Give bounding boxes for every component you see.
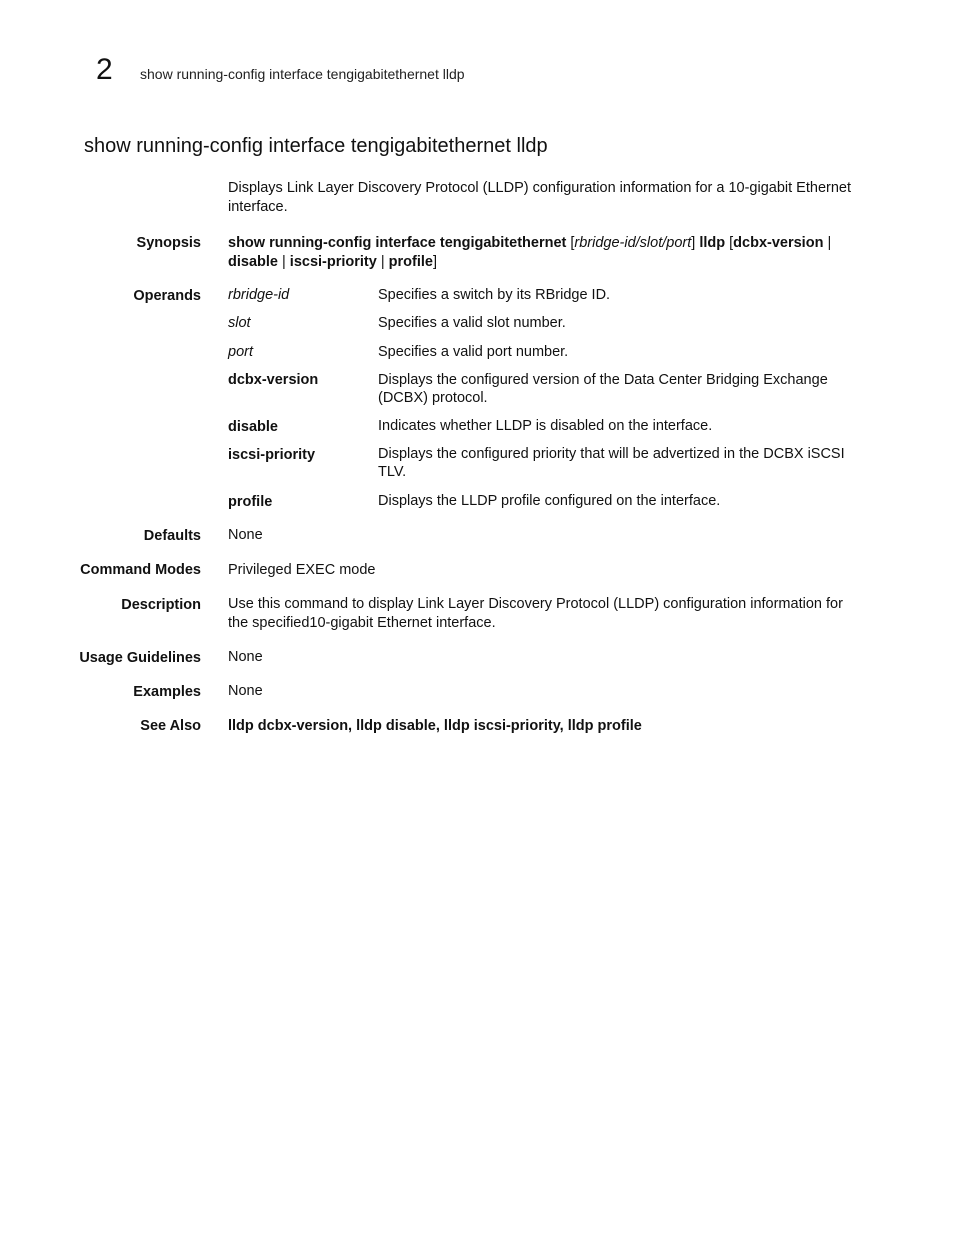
command-modes-label: Command Modes xyxy=(80,562,201,578)
operand-name-port: port xyxy=(228,344,253,360)
operands-label: Operands xyxy=(133,288,201,304)
examples-label: Examples xyxy=(133,684,201,700)
synopsis-option-dcbx-version: dcbx-version xyxy=(733,235,824,251)
synopsis-option-open: [ xyxy=(725,235,734,251)
synopsis-keyword: lldp xyxy=(699,235,726,251)
synopsis-separator: | xyxy=(376,254,389,270)
synopsis-bracket-open: [ xyxy=(566,235,575,251)
operand-name-slot: slot xyxy=(228,315,251,331)
operand-desc-rbridge-id: Specifies a switch by its RBridge ID. xyxy=(378,287,611,303)
chapter-number: 2 xyxy=(96,53,113,86)
operand-desc-profile: Displays the LLDP profile configured on the interface. xyxy=(378,493,721,509)
operand-name-profile: profile xyxy=(228,494,273,510)
operand-desc-dcbx-version: Displays the configured version of the Data Center Bridging Exchange (DCBX) protocol. xyxy=(378,372,828,406)
defaults-label: Defaults xyxy=(143,528,201,544)
usage-guidelines-text: None xyxy=(228,649,263,665)
operand-name-dcbx-version: dcbx-version xyxy=(228,372,319,388)
see-also-links: lldp dcbx-version, lldp disable, lldp iscsi-priority, lldp profile xyxy=(228,718,642,734)
examples-text: None xyxy=(228,683,263,699)
synopsis-option-close: ] xyxy=(432,254,437,270)
running-header: show running-config interface tengigabitethernet lldp xyxy=(140,66,465,82)
synopsis-separator: | xyxy=(823,235,832,251)
operand-desc-port: Specifies a valid port number. xyxy=(378,344,569,360)
synopsis-argument: rbridge-id/slot/port xyxy=(574,235,692,251)
synopsis-option-disable: disable xyxy=(228,254,278,270)
synopsis-separator: | xyxy=(277,254,290,270)
operand-name-disable: disable xyxy=(228,419,278,435)
operand-name-iscsi-priority: iscsi-priority xyxy=(228,447,316,463)
synopsis-bracket-close: ] xyxy=(691,235,700,251)
operand-desc-iscsi-priority: Displays the configured priority that will be advertized in the DCBX iSCSI TLV. xyxy=(378,446,845,480)
command-modes-text: Privileged EXEC mode xyxy=(228,562,376,578)
description-text: Use this command to display Link Layer Discovery Protocol (LLDP) configuration information for the specified10-gigabit Ethernet interface. xyxy=(228,596,843,631)
synopsis-body xyxy=(228,234,863,272)
synopsis-command: show running-config interface tengigabitethernet xyxy=(228,235,567,251)
synopsis-option-iscsi-priority: iscsi-priority xyxy=(289,254,377,270)
description-label: Description xyxy=(121,597,201,613)
operand-name-rbridge-id: rbridge-id xyxy=(228,287,290,303)
usage-guidelines-label: Usage Guidelines xyxy=(79,650,201,666)
see-also-label: See Also xyxy=(140,718,201,734)
page-title: show running-config interface tengigabitethernet lldp xyxy=(84,135,548,157)
intro-paragraph: Displays Link Layer Discovery Protocol (LLDP) configuration information for a 10-gigabit Ethernet interface. xyxy=(228,180,851,215)
synopsis-option-profile: profile xyxy=(388,254,433,270)
synopsis-label: Synopsis xyxy=(136,235,201,251)
operand-desc-disable: Indicates whether LLDP is disabled on the interface. xyxy=(378,418,713,434)
operand-desc-slot: Specifies a valid slot number. xyxy=(378,315,566,331)
defaults-text: None xyxy=(228,527,263,543)
